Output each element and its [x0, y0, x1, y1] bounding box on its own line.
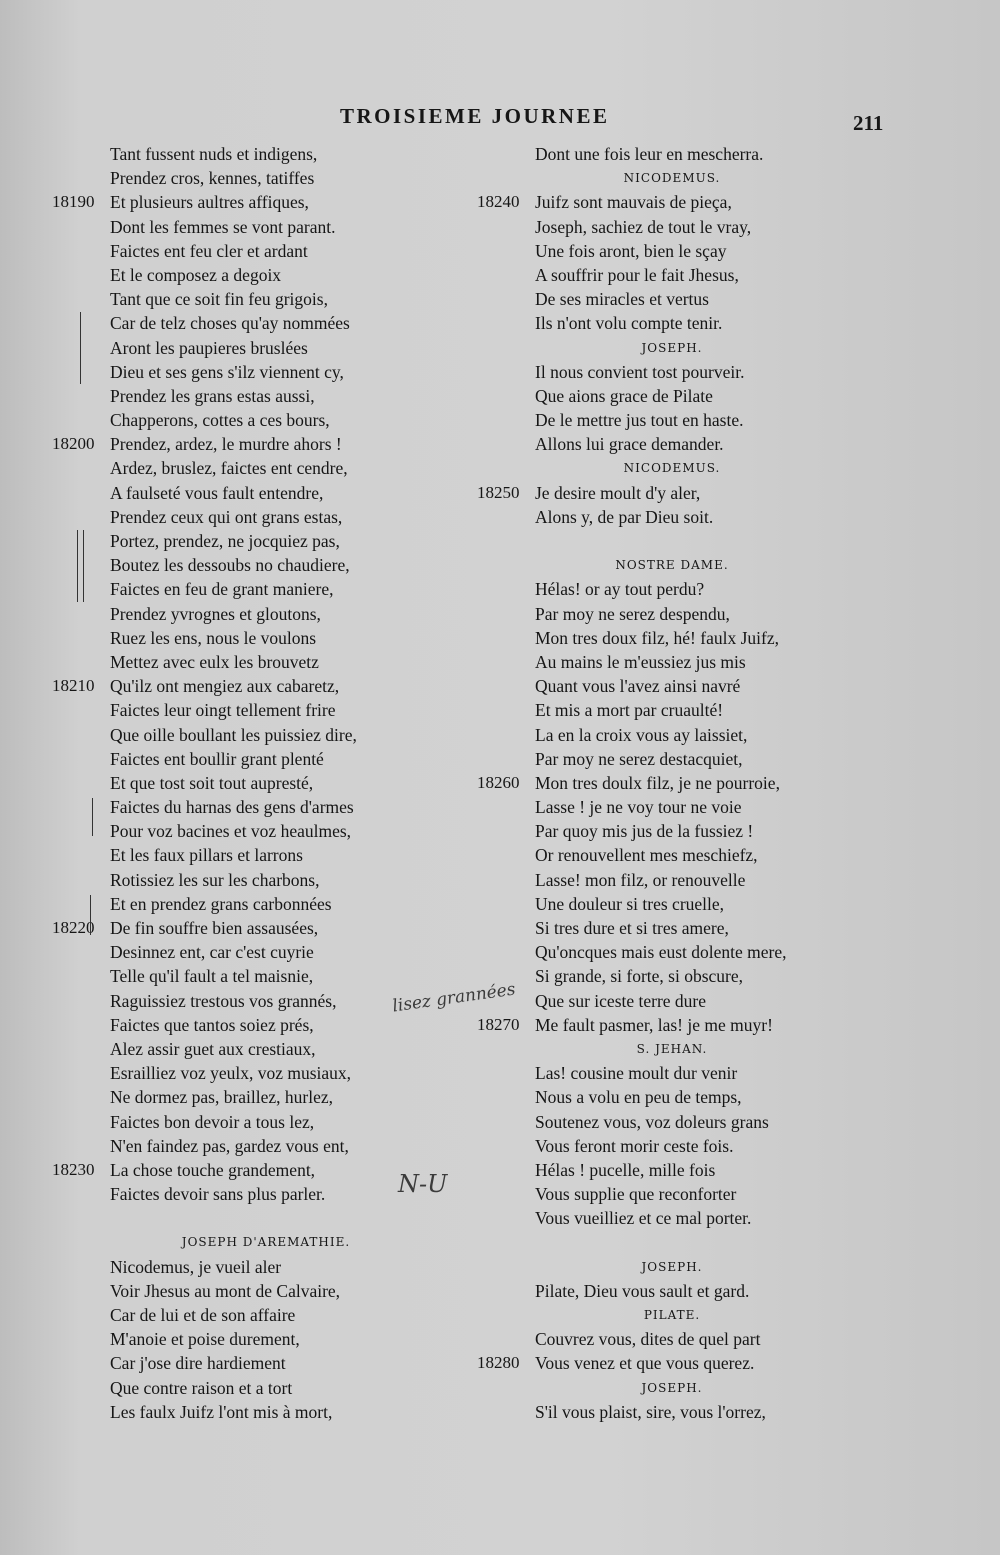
speaker-name: JOSEPH. [641, 1259, 703, 1274]
verse-text: Faictes bon devoir a tous lez, [110, 1111, 315, 1132]
verse-text: Et le composez a degoix [110, 264, 282, 285]
verse-text: Et les faux pillars et larrons [110, 845, 303, 866]
verse-line [52, 1037, 432, 1061]
verse-line [52, 505, 432, 529]
verse-text: Vous supplie que reconforter [535, 1184, 737, 1205]
speaker-name: PILATE. [643, 1308, 701, 1322]
speaker-name: NOSTRE DAME. [615, 558, 729, 573]
verse-line [52, 940, 432, 964]
verse-line [477, 1013, 837, 1037]
verse-text: Dont les femmes se vont parant. [110, 216, 336, 237]
verse-text: Couvrez vous, dites de quel part [535, 1329, 761, 1350]
verse-text: Pilate, Dieu vous sault et gard. [535, 1280, 750, 1301]
verse-line [477, 723, 837, 747]
verse-text: Chapperons, cottes a ces bours, [110, 410, 330, 431]
verse-text: Car de lui et de son affaire [110, 1305, 296, 1325]
verse-text: Que contre raison et a tort [110, 1377, 293, 1398]
verse-text: Ruez les ens, nous le voulons [110, 627, 317, 648]
verse-text: Une fois aront, bien le sçay [535, 240, 727, 261]
verse-text: Ardez, bruslez, faictes ent cendre, [110, 458, 348, 479]
verse-text: Nous a volu en peu de temps, [535, 1087, 742, 1108]
verse-line [477, 602, 837, 626]
verse-line [477, 650, 837, 674]
speaker-name: JOSEPH D'AREMATHIE. [181, 1235, 351, 1250]
verse-text: Faictes ent feu cler et ardant [110, 240, 308, 261]
verse-line [52, 819, 432, 843]
verse-line [52, 1061, 432, 1085]
verse-text: A faulseté vous fault entendre, [110, 482, 324, 503]
verse-text: Prendez les grans estas aussi, [110, 385, 315, 406]
left-verse-column [52, 142, 432, 1424]
verse-text: Et que tost soit tout aupresté, [110, 772, 314, 793]
verse-line [477, 989, 837, 1013]
verse-line [477, 747, 837, 771]
handwritten-note: lisez grannées [391, 979, 517, 1017]
verse-text: Ne dormez pas, braillez, hurlez, [110, 1087, 334, 1108]
verse-line [52, 336, 432, 360]
line-number: 18240 [477, 192, 520, 212]
line-number: 18250 [477, 482, 520, 502]
speaker-name: S. JEHAN. [636, 1041, 708, 1056]
verse-text: Si grande, si forte, si obscure, [535, 966, 744, 987]
verse-line [52, 239, 432, 263]
verse-line [52, 892, 432, 916]
verse-text: Car j'ose dire hardiement [110, 1353, 286, 1374]
verse-line [52, 215, 432, 239]
margin-mark [90, 895, 91, 935]
verse-text: Si tres dure et si tres amere, [535, 918, 729, 938]
verse-text: Faictes en feu de grant maniere, [110, 579, 334, 600]
verse-line [52, 1013, 432, 1037]
verse-line [52, 1110, 432, 1134]
verse-text: De le mettre jus tout en haste. [535, 410, 744, 431]
speaker-name: JOSEPH. [641, 340, 703, 355]
verse-line [52, 553, 432, 577]
verse-line [52, 263, 432, 287]
verse-line [52, 1279, 432, 1303]
verse-line [52, 190, 432, 214]
verse-line [477, 263, 837, 287]
line-number: 18270 [477, 1014, 520, 1034]
verse-line [477, 1110, 837, 1134]
verse-text: De fin souffre bien assausées, [110, 918, 319, 938]
verse-text: Les faulx Juifz l'ont mis à mort, [110, 1401, 333, 1422]
verse-text: Et mis a mort par cruaulté! [535, 700, 724, 721]
verse-line [52, 964, 432, 988]
verse-line [52, 626, 432, 650]
line-number: 18260 [477, 772, 520, 792]
verse-text: Mettez avec eulx les brouvetz [110, 651, 319, 672]
right-verse-column [477, 142, 837, 1424]
verse-text: Et plusieurs aultres affiques, [110, 192, 309, 213]
line-number: 18230 [52, 1159, 95, 1179]
verse-text: M'anoie et poise durement, [110, 1329, 300, 1350]
verse-line [477, 1061, 837, 1085]
verse-line [477, 626, 837, 650]
stanza-gap [477, 529, 837, 553]
verse-line [477, 360, 837, 384]
line-number: 18210 [52, 676, 95, 696]
verse-line [52, 408, 432, 432]
stanza-gap [52, 1206, 432, 1230]
verse-line [52, 747, 432, 771]
verse-line [477, 795, 837, 819]
verse-line [477, 1279, 837, 1303]
verse-text: Hélas ! pucelle, mille fois [535, 1159, 716, 1180]
verse-line [477, 190, 837, 214]
verse-line [52, 1158, 432, 1182]
verse-line [52, 142, 432, 166]
verse-line [52, 1182, 432, 1206]
verse-line [477, 384, 837, 408]
verse-line [52, 1327, 432, 1351]
verse-line [52, 916, 432, 940]
verse-text: Qu'ilz ont mengiez aux cabaretz, [110, 676, 340, 697]
verse-line [477, 287, 837, 311]
verse-text: Par moy ne serez despendu, [535, 603, 730, 624]
line-number: 18190 [52, 192, 95, 212]
verse-line [52, 795, 432, 819]
verse-line [477, 311, 837, 335]
verse-line [52, 1400, 432, 1424]
verse-line [477, 964, 837, 988]
line-number: 18220 [52, 918, 95, 937]
margin-mark [80, 312, 81, 384]
verse-line [52, 1255, 432, 1279]
verse-line [52, 432, 432, 456]
verse-text: Or renouvellent mes meschiefz, [535, 845, 758, 866]
verse-text: Par moy ne serez destacquiet, [535, 748, 743, 769]
verse-line [477, 481, 837, 505]
verse-text: Tant fussent nuds et indigens, [110, 144, 318, 164]
verse-line [52, 456, 432, 480]
verse-text: Que aions grace de Pilate [535, 385, 713, 406]
verse-text: Voir Jhesus au mont de Calvaire, [110, 1280, 341, 1301]
verse-line [477, 1206, 837, 1230]
verse-line [477, 577, 837, 601]
margin-mark [83, 530, 84, 602]
verse-line [52, 698, 432, 722]
line-number: 18280 [477, 1353, 520, 1373]
verse-line [52, 1303, 432, 1327]
verse-text: Vous venez et que vous querez. [535, 1353, 755, 1374]
verse-line [477, 1400, 837, 1424]
verse-text: Ils n'ont volu compte tenir. [535, 313, 723, 334]
verse-text: Nicodemus, je vueil aler [110, 1256, 282, 1277]
verse-text: Desinnez ent, car c'est cuyrie [110, 942, 314, 963]
verse-text: Prendez ceux qui ont grans estas, [110, 506, 343, 527]
verse-line [52, 1134, 432, 1158]
speaker-name: NICODEMUS. [623, 461, 721, 476]
verse-text: Faictes du harnas des gens d'armes [110, 797, 354, 818]
verse-line [477, 1134, 837, 1158]
verse-line [477, 892, 837, 916]
verse-line [52, 1351, 432, 1375]
verse-text: Faictes leur oingt tellement frire [110, 700, 336, 721]
verse-text: Lasse ! je ne voy tour ne voie [535, 797, 742, 818]
verse-text: Juifz sont mauvais de pieça, [535, 192, 732, 213]
verse-text: Je desire moult d'y aler, [535, 482, 701, 503]
verse-line [52, 989, 432, 1013]
verse-line [477, 940, 837, 964]
verse-line [52, 843, 432, 867]
verse-text: Alez assir guet aux crestiaux, [110, 1038, 316, 1059]
verse-text: Mon tres doux filz, hé! faulx Juifz, [535, 627, 779, 648]
verse-line [52, 287, 432, 311]
verse-text: Allons lui grace demander. [535, 434, 724, 455]
verse-text: Vous feront morir ceste fois. [535, 1135, 734, 1156]
verse-text: Une douleur si tres cruelle, [535, 893, 725, 914]
verse-text: Prendez cros, kennes, tatiffes [110, 168, 315, 189]
verse-text: Faictes que tantos soiez prés, [110, 1014, 314, 1035]
verse-text: Que sur iceste terre dure [535, 990, 707, 1011]
verse-line [52, 723, 432, 747]
verse-text: Et en prendez grans carbonnées [110, 893, 332, 914]
verse-line [52, 1376, 432, 1400]
stanza-gap [477, 1230, 837, 1254]
verse-text: Mon tres doulx filz, je ne pourroie, [535, 772, 780, 793]
margin-mark [92, 798, 93, 836]
verse-text: Vous vueilliez et ce mal porter. [535, 1208, 752, 1229]
verse-text: Portez, prendez, ne jocquiez pas, [110, 531, 340, 551]
verse-line [477, 843, 837, 867]
verse-line [52, 481, 432, 505]
verse-text: La chose touche grandement, [110, 1159, 316, 1180]
verse-line [477, 916, 837, 940]
verse-text: N'en faindez pas, gardez vous ent, [110, 1135, 349, 1156]
verse-line [52, 868, 432, 892]
verse-text: Dont une fois leur en mescherra. [535, 144, 764, 164]
verse-line [477, 1182, 837, 1206]
verse-text: Me fault pasmer, las! je me muyr! [535, 1014, 773, 1035]
verse-line [477, 215, 837, 239]
line-number: 18200 [52, 434, 95, 454]
verse-text: Par quoy mis jus de la fussiez ! [535, 821, 754, 842]
verse-text: Telle qu'il fault a tel maisnie, [110, 966, 314, 987]
verse-text: Il nous convient tost pourveir. [535, 361, 745, 382]
verse-line [52, 360, 432, 384]
verse-line [52, 602, 432, 626]
verse-text: Pour voz bacines et voz heaulmes, [110, 821, 352, 842]
verse-line [52, 384, 432, 408]
verse-text: La en la croix vous ay laissiet, [535, 724, 748, 745]
verse-line [477, 1085, 837, 1109]
verse-line [477, 819, 837, 843]
verse-text: Faictes devoir sans plus parler. [110, 1184, 326, 1205]
verse-text: Dieu et ses gens s'ilz viennent cy, [110, 361, 344, 382]
verse-text: De ses miracles et vertus [535, 289, 709, 310]
verse-text: Que oille boullant les puissiez dire, [110, 724, 357, 745]
verse-line [52, 311, 432, 335]
verse-text: Las! cousine moult dur venir [535, 1063, 738, 1084]
verse-line [52, 1085, 432, 1109]
verse-line [52, 771, 432, 795]
verse-text: Tant que ce soit fin feu grigois, [110, 289, 328, 310]
verse-line [52, 529, 432, 553]
verse-line [477, 505, 837, 529]
verse-text: Au mains le m'eussiez jus mis [535, 651, 746, 672]
verse-text: Alons y, de par Dieu soit. [535, 506, 714, 527]
verse-text: Lasse! mon filz, or renouvelle [535, 869, 746, 890]
verse-line [477, 1158, 837, 1182]
verse-text: Prendez yvrognes et gloutons, [110, 603, 321, 624]
verse-line [477, 408, 837, 432]
verse-text: Raguissiez trestous vos grannés, [110, 990, 337, 1011]
verse-text: Aront les paupieres bruslées [110, 337, 308, 358]
verse-text: Quant vous l'avez ainsi navré [535, 676, 741, 697]
speaker-name: JOSEPH. [641, 1380, 703, 1395]
verse-line [477, 1327, 837, 1351]
verse-text: Boutez les dessoubs no chaudiere, [110, 555, 350, 576]
verse-text: Faictes ent boullir grant plenté [110, 748, 324, 769]
verse-line [52, 674, 432, 698]
verse-line [477, 698, 837, 722]
verse-text: S'il vous plaist, sire, vous l'orrez, [535, 1401, 766, 1422]
running-header: TROISIEME JOURNEE [340, 104, 610, 128]
margin-mark [77, 530, 78, 602]
verse-line [477, 239, 837, 263]
verse-line [477, 868, 837, 892]
verse-line [52, 166, 432, 190]
verse-text: Soutenez vous, voz doleurs grans [535, 1111, 769, 1132]
handwritten-note: N-U [398, 1170, 448, 1198]
verse-text: Hélas! or ay tout perdu? [535, 579, 705, 600]
verse-text: Qu'oncques mais eust dolente mere, [535, 942, 787, 963]
verse-text: Esrailliez voz yeulx, voz musiaux, [110, 1063, 352, 1084]
verse-line [477, 1351, 837, 1375]
verse-line [477, 674, 837, 698]
verse-text: Rotissiez les sur les charbons, [110, 869, 320, 890]
speaker-name: NICODEMUS. [623, 171, 721, 186]
page-number: 211 [853, 111, 884, 135]
verse-line [477, 432, 837, 456]
verse-text: Car de telz choses qu'ay nommées [110, 313, 350, 334]
verse-line [52, 577, 432, 601]
verse-text: A souffrir pour le fait Jhesus, [535, 264, 739, 285]
verse-text: Joseph, sachiez de tout le vray, [535, 216, 752, 237]
verse-line [477, 771, 837, 795]
verse-line [52, 650, 432, 674]
verse-text: Prendez, ardez, le murdre ahors ! [110, 434, 342, 455]
verse-line [477, 142, 837, 166]
